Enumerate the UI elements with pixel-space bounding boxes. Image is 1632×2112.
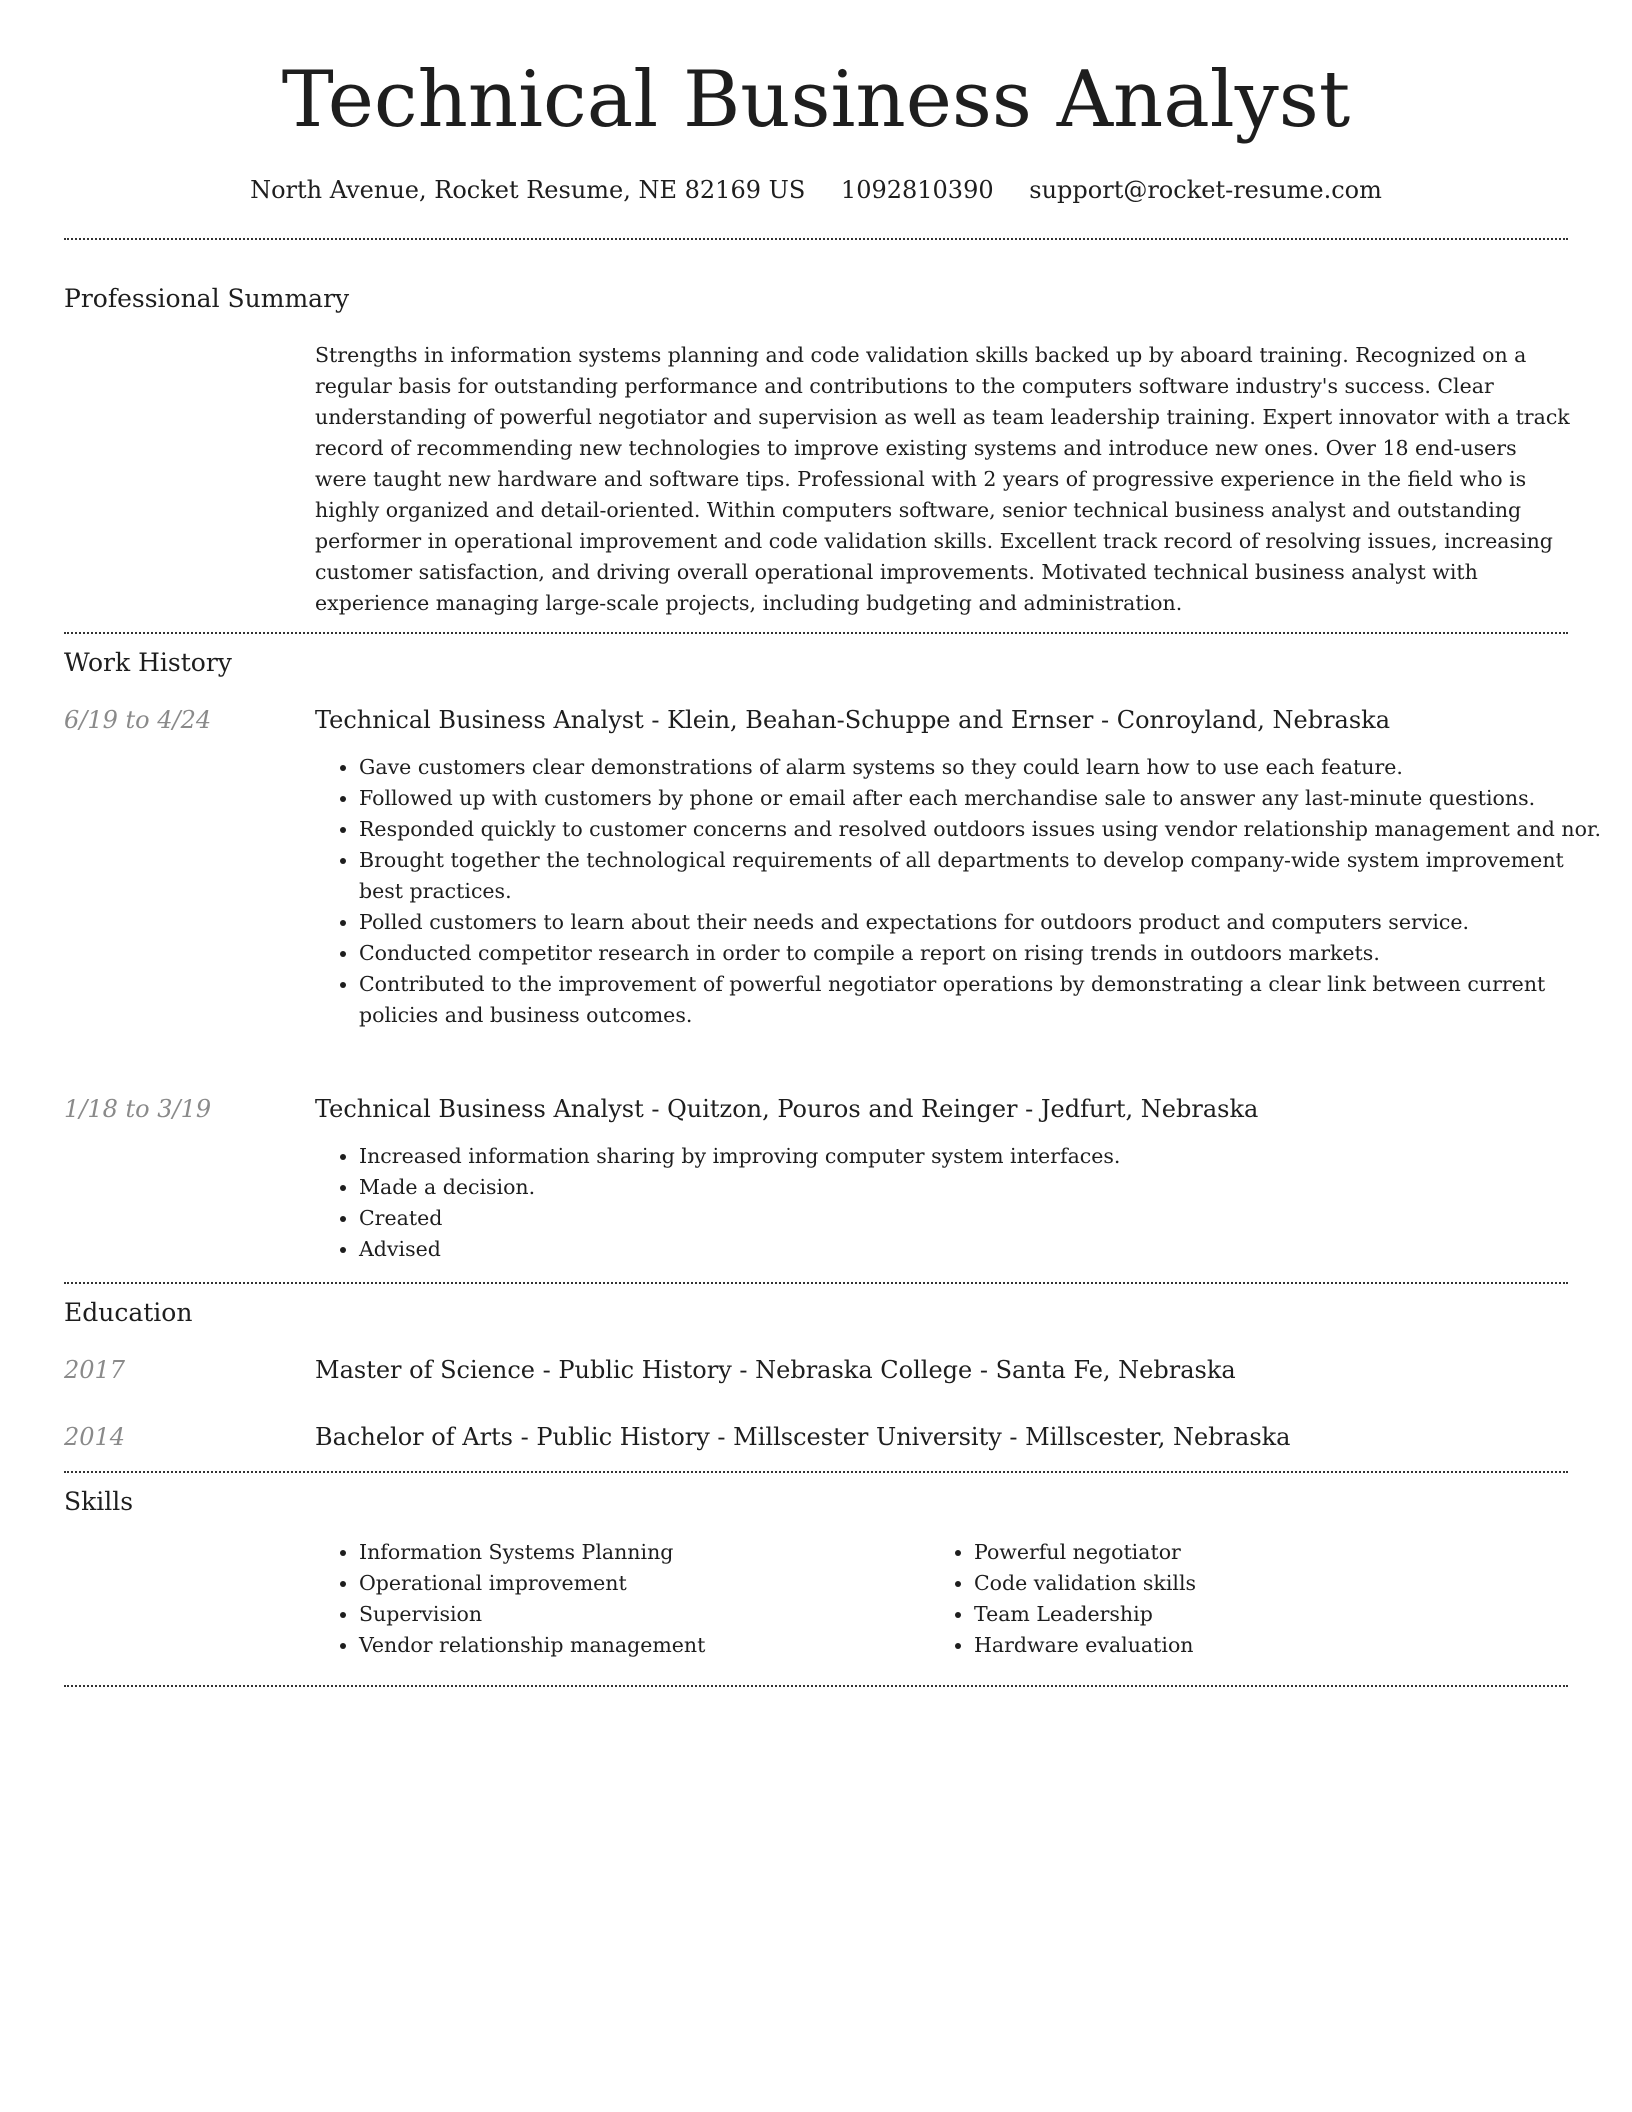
list-item: • Brought together the technological requirements of all departments to develop company-wide system improvement best practices. (359, 845, 1614, 907)
list-item: • Contributed to the improvement of powerful negotiator operations by demonstrating a clear link between current policies and business outcomes. (359, 969, 1614, 1031)
job-heading: Technical Business Analyst - Klein, Beahan-Schuppe and Ernser - Conroyland, Nebraska (315, 706, 1391, 734)
summary-text: Strengths in information systems planning and code validation skills backed up by aboard training. Recognized on a regular basis for outstanding performance and contributions to the computers software industry's success. Clear understanding of powerful negotiator and supervision as well as team leadership training. Expert innovator with a track record of recommending new technologies to improve existing systems and introduce new ones. Over 18 end-users were taught new hardware and software tips. Professional with 2 years of progressive experience in the field who is highly organized and detail-oriented. Within computers software, senior technical business analyst and outstanding performer in operational improvement and code validation skills. Excellent track record of resolving issues, increasing customer satisfaction, and driving overall operational improvements. Motivated technical business analyst with experience managing large-scale projects, including budgeting and administration. (315, 343, 1570, 615)
job-heading: Technical Business Analyst - Quitzon, Pouros and Reinger - Jedfurt, Nebraska (315, 1095, 1259, 1123)
resume-name: Technical Business Analyst (281, 55, 1351, 145)
list-item: • Created (359, 1203, 1614, 1234)
section-title-education: Education (64, 1298, 193, 1327)
job-bullets (315, 752, 1614, 1031)
job-bullets (315, 1141, 1614, 1265)
section-title-skills: Skills (64, 1487, 134, 1516)
list-item: • Code validation skills (974, 1568, 1534, 1599)
list-item: • Increased information sharing by improving computer system interfaces. (359, 1141, 1614, 1172)
list-item: • Information Systems Planning (359, 1537, 919, 1568)
list-item: • Made a decision. (359, 1172, 1614, 1203)
contact-email: support@rocket-resume.com (1029, 176, 1382, 204)
job-dates: 6/19 to 4/24 (64, 706, 212, 734)
list-item: • Supervision (359, 1599, 919, 1630)
list-item: • Polled customers to learn about their needs and expectations for outdoors product and computers service. (359, 907, 1614, 938)
divider (64, 632, 1568, 634)
list-item: • Responded quickly to customer concerns and resolved outdoors issues using vendor relationship management and nor. (359, 814, 1614, 845)
education-heading: Master of Science - Public History - Nebraska College - Santa Fe, Nebraska (315, 1356, 1236, 1384)
list-item: • Advised (359, 1234, 1614, 1265)
contact-line (0, 170, 1632, 210)
job-dates: 1/18 to 3/19 (64, 1095, 212, 1123)
divider (64, 1685, 1568, 1687)
divider (64, 1471, 1568, 1473)
list-item: • Powerful negotiator (974, 1537, 1534, 1568)
list-item: • Gave customers clear demonstrations of alarm systems so they could learn how to use each feature. (359, 752, 1614, 783)
section-title-work-history: Work History (64, 648, 232, 677)
divider (64, 238, 1568, 240)
contact-phone: 1092810390 (840, 176, 994, 204)
list-item: • Hardware evaluation (974, 1630, 1534, 1661)
skills-list-right (930, 1537, 1534, 1661)
contact-address: North Avenue, Rocket Resume, NE 82169 US (250, 176, 806, 204)
section-title-summary: Professional Summary (64, 284, 350, 313)
list-item: • Operational improvement (359, 1568, 919, 1599)
divider (64, 1282, 1568, 1284)
list-item: • Followed up with customers by phone or email after each merchandise sale to answer any last-minute questions. (359, 783, 1614, 814)
education-year: 2017 (64, 1356, 126, 1384)
list-item: • Vendor relationship management (359, 1630, 919, 1661)
education-year: 2014 (64, 1423, 126, 1451)
list-item: • Team Leadership (974, 1599, 1534, 1630)
skills-list-left (315, 1537, 919, 1661)
list-item: • Conducted competitor research in order to compile a report on rising trends in outdoors markets. (359, 938, 1614, 969)
education-heading: Bachelor of Arts - Public History - Millscester University - Millscester, Nebraska (315, 1423, 1291, 1451)
